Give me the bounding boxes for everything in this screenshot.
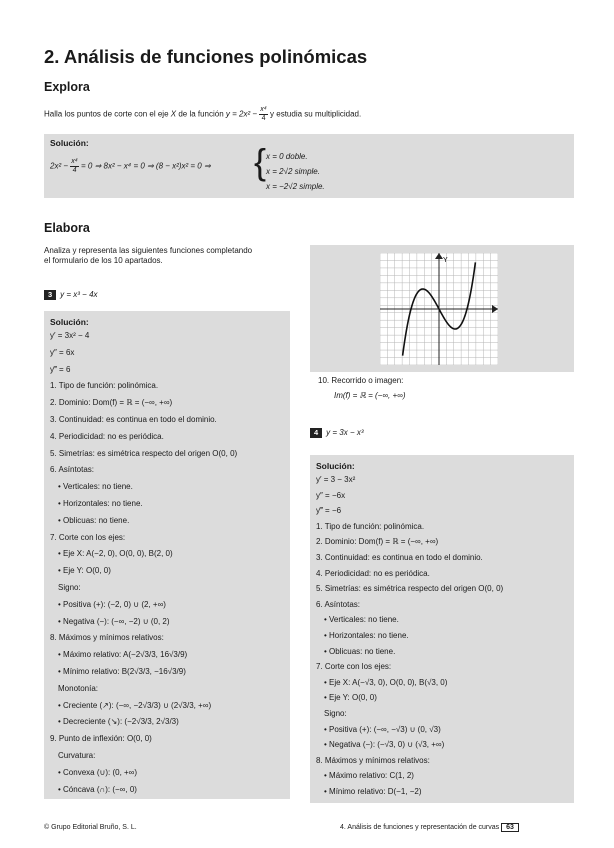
ex4-line: • Oblicuas: no tiene.	[324, 646, 396, 656]
case-item: x = 0 doble.	[266, 152, 308, 161]
ex4-line: 6. Asíntotas:	[316, 599, 361, 609]
page-number: 63	[501, 823, 519, 832]
explora-solution-label: Solución:	[50, 138, 89, 148]
ex3-line: • Mínimo relativo: B(2√3/3, −16√3/9)	[58, 667, 186, 676]
ex4-line: 5. Simetrías: es simétrica respecto del origen O(0, 0)	[316, 584, 504, 594]
ex3-line: 9. Punto de inflexión: O(0, 0)	[50, 734, 152, 744]
ex3-line: 6. Asíntotas:	[50, 465, 95, 475]
ex4-line: y″ = −6x	[316, 490, 346, 500]
ex3-line: • Eje X: A(−2, 0), O(0, 0), B(2, 0)	[58, 549, 173, 559]
ex3-line: • Creciente (↗): (−∞, −2√3/3) ∪ (2√3/3, +∞)	[58, 700, 212, 710]
ex4-line: Signo:	[324, 709, 347, 718]
ex4-line: 8. Máximos y mínimos relativos:	[316, 755, 430, 765]
case-item: x = −2√2 simple.	[266, 182, 325, 191]
exercise-4-header	[310, 428, 364, 438]
statement-text-a: Halla los puntos de corte con el eje	[44, 109, 171, 119]
page-title: 2. Análisis de funciones polinómicas	[44, 46, 368, 67]
recorrido-label: 10. Recorrido o imagen:	[318, 376, 404, 385]
ex3-line: • Negativa (−): (−∞, −2) ∪ (0, 2)	[58, 616, 170, 626]
ex3-line: 4. Periodicidad: no es periódica.	[50, 431, 164, 441]
ex3-line: • Eje Y: O(0, 0)	[58, 566, 111, 576]
footer-copyright: © Grupo Editorial Bruño, S. L.	[44, 824, 137, 831]
ex3-line: 2. Dominio: Dom(f) = ℝ = (−∞, +∞)	[50, 398, 173, 408]
explora-equation	[50, 158, 211, 175]
eq-fraction	[70, 158, 79, 175]
ex3-line: • Horizontales: no tiene.	[58, 499, 143, 508]
ex4-line: 7. Corte con los ejes:	[316, 662, 392, 672]
ex4-line: • Mínimo relativo: D(−1, −2)	[324, 787, 422, 796]
cases-brace: {	[254, 141, 267, 182]
y-axis-label: Y	[443, 257, 448, 264]
eq-lhs: 2x² −	[50, 161, 69, 171]
ex3-line: • Verticales: no tiene.	[58, 482, 133, 492]
ex3-line: • Positiva (+): (−2, 0) ∪ (2, +∞)	[58, 599, 166, 609]
cases-list	[266, 149, 325, 194]
footer-chapter-title: 4. Análisis de funciones y representación de curvas	[340, 824, 500, 831]
statement-fraction	[259, 106, 268, 123]
exercise-3-number: 3	[44, 290, 56, 300]
ex3-line: Signo:	[58, 583, 81, 592]
ex3-line: Curvatura:	[58, 751, 96, 760]
statement-text-b: de la función	[176, 109, 226, 119]
elabora-heading: Elabora	[44, 221, 90, 235]
eq-rest: = 0 ⇒ 8x² − x⁴ = 0 ⇒ (8 − x²)x² = 0 ⇒	[81, 161, 211, 171]
ex3-line: 7. Corte con los ejes:	[50, 532, 126, 542]
ex3-line: 5. Simetrías: es simétrica respecto del origen O(0, 0)	[50, 448, 238, 458]
ex4-line: y‴ = −6	[316, 506, 342, 516]
ex3-solution-label: Solución:	[50, 317, 89, 327]
exercise-3-function: y = x³ − 4x	[60, 290, 98, 299]
ex4-solution-label: Solución:	[316, 461, 355, 471]
ex4-line: 3. Continuidad: es continua en todo el dominio.	[316, 553, 483, 562]
ex4-line: • Eje X: A(−√3, 0), O(0, 0), B(√3, 0)	[324, 677, 448, 687]
eq-frac-num: x⁴	[71, 158, 78, 165]
ex3-line: Monotonía:	[58, 683, 99, 693]
ex4-line: y′ = 3 − 3x²	[316, 475, 356, 484]
ex4-line: • Negativa (−): (−√3, 0) ∪ (√3, +∞)	[324, 740, 445, 750]
ex4-line: • Horizontales: no tiene.	[324, 631, 409, 640]
ex4-line: • Eje Y: O(0, 0)	[324, 693, 377, 703]
explora-heading: Explora	[44, 80, 90, 94]
ex3-line: • Convexa (∪): (0, +∞)	[58, 767, 138, 777]
exercise-4-number: 4	[310, 428, 322, 438]
ex3-line: • Cóncava (∩): (−∞, 0)	[58, 784, 137, 794]
ex3-line: y″ = 6x	[50, 347, 75, 357]
ex3-line: • Decreciente (↘): (−2√3/3, 2√3/3)	[58, 717, 179, 727]
ex3-line: y‴ = 6	[50, 364, 71, 374]
ex3-line: • Máximo relativo: A(−2√3/3, 16√3/9)	[58, 650, 188, 660]
explora-statement	[44, 106, 361, 123]
ex3-line: • Oblicuas: no tiene.	[58, 515, 130, 525]
ex4-line: • Verticales: no tiene.	[324, 615, 399, 625]
statement-fn: y = 2x² −	[225, 109, 258, 119]
ex4-line: 4. Periodicidad: no es periódica.	[316, 568, 430, 578]
frac-den: 4	[261, 115, 266, 122]
footer-chapter	[340, 824, 519, 831]
ex4-line: 1. Tipo de función: polinómica.	[316, 521, 425, 531]
ex4-line: • Positiva (+): (−∞, −√3) ∪ (0, √3)	[324, 724, 441, 734]
ex3-line: 8. Máximos y mínimos relativos:	[50, 633, 164, 643]
exercise-3-header	[44, 290, 98, 300]
exercise-3-graph-box	[310, 245, 574, 372]
elabora-intro	[44, 246, 294, 266]
intro-line: el formulario de los 10 apartados.	[44, 256, 163, 265]
ex3-line: y′ = 3x² − 4	[50, 331, 90, 340]
explora-solution-box	[44, 134, 574, 198]
exercise-3-solution-box	[44, 311, 290, 799]
ex4-line: 2. Dominio: Dom(f) = ℝ = (−∞, +∞)	[316, 537, 439, 547]
intro-line: Analiza y representa las siguientes funciones completando	[44, 246, 253, 255]
eq-frac-den: 4	[72, 167, 77, 174]
exercise-4-function: y = 3x − x³	[326, 428, 364, 437]
function-graph	[380, 253, 498, 365]
ex3-line: 3. Continuidad: es continua en todo el dominio.	[50, 415, 217, 424]
recorrido-value: Im(f) = ℝ = (−∞, +∞)	[334, 391, 406, 400]
ex4-line: • Máximo relativo: C(1, 2)	[324, 771, 414, 781]
frac-num: x⁴	[260, 106, 267, 113]
ex3-line: 1. Tipo de función: polinómica.	[50, 381, 159, 391]
exercise-4-solution-box	[310, 455, 574, 803]
statement-text-c: y estudia su multiplicidad.	[267, 109, 362, 119]
statement-x: X	[170, 109, 177, 119]
case-item: x = 2√2 simple.	[266, 167, 320, 176]
